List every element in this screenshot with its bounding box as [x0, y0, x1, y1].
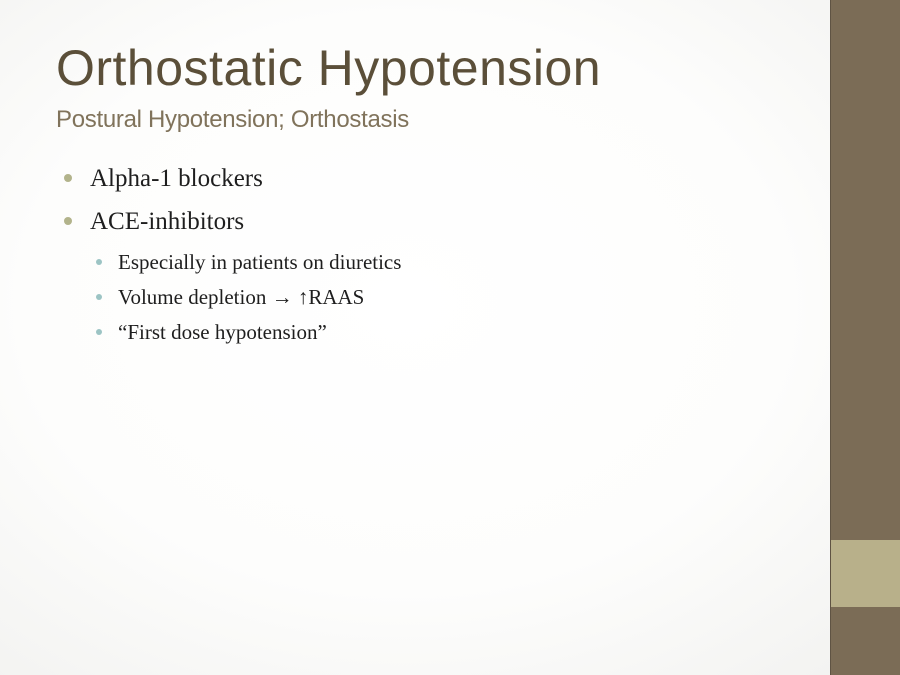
bullet-text: Alpha-1 blockers [90, 165, 263, 192]
bullet-item-alpha-1-blockers [64, 163, 401, 195]
slide-subtitle: Postural Hypotension; Orthostasis [56, 106, 409, 133]
bullet-dot-icon [64, 217, 72, 225]
decorative-sidebar [830, 0, 900, 675]
bullet-item-ace-inhibitors [64, 206, 401, 238]
bullet-text: ACE-inhibitors [90, 208, 245, 235]
sub-bullet-dot-icon [96, 329, 102, 335]
bullet-list [64, 163, 401, 354]
slide-title: Orthostatic Hypotension [56, 40, 602, 96]
sub-bullet-text: Volume depletion → ↑RAAS [118, 285, 365, 309]
sub-bullet-text: “First dose hypotension” [118, 320, 327, 344]
sub-bullet-dot-icon [96, 294, 102, 300]
sub-bullet-item-volume-depletion [64, 284, 401, 310]
bullet-dot-icon [64, 174, 72, 182]
sidebar-accent-block [831, 540, 900, 607]
sub-bullet-text: Especially in patients on diuretics [118, 250, 402, 274]
sub-bullet-dot-icon [96, 259, 102, 265]
sub-bullet-item-diuretics [64, 249, 401, 275]
sub-bullet-item-first-dose [64, 319, 401, 345]
